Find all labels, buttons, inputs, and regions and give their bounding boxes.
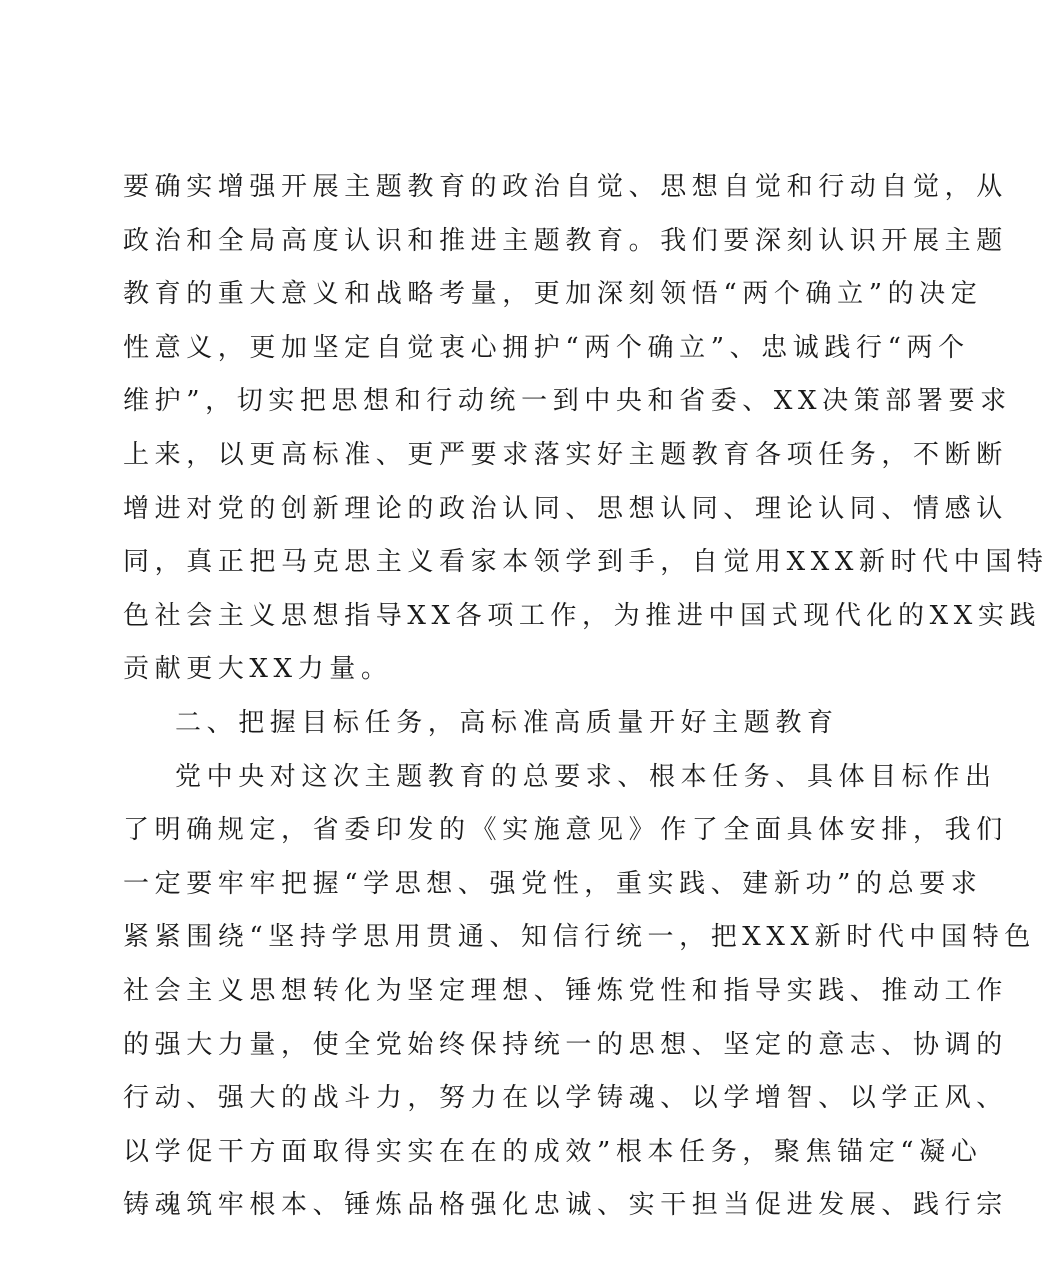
- text-line: 同，真正把马克思主义看家本领学到手，自觉用XXX新时代中国特: [123, 547, 1049, 578]
- document-body: [123, 161, 1049, 1233]
- text-line: 社会主义思想转化为坚定理想、锤炼党性和指导实践、推动工作: [123, 975, 1008, 1006]
- text-line: 要确实增强开展主题教育的政治自觉、思想自觉和行动自觉，从: [123, 172, 1008, 202]
- text-line: 维护”，切实把思想和行动统一到中央和省委、XX决策部署要求: [123, 386, 1012, 417]
- text-line: 教育的重大意义和战略考量，更加深刻领悟“两个确立”的决定: [123, 279, 983, 310]
- text-line: 紧紧围绕“坚持学思用贯通、知信行统一，把XXX新时代中国特色: [123, 922, 1036, 953]
- text-line: 贡献更大XX力量。: [123, 654, 393, 685]
- paragraph-first-line: 党中央对这次主题教育的总要求、根本任务、具体目标作出: [175, 761, 997, 792]
- section-heading: 二、把握目标任务，高标准高质量开好主题教育: [175, 707, 839, 738]
- text-line: 政治和全局高度认识和推进主题教育。我们要深刻认识开展主题: [123, 225, 1008, 256]
- text-line: 的强大力量，使全党始终保持统一的思想、坚定的意志、协调的: [123, 1029, 1008, 1060]
- text-line: 性意义，更加坚定自觉衷心拥护“两个确立”、忠诚践行“两个: [123, 332, 970, 363]
- text-line: 了明确规定，省委印发的《实施意见》作了全面具体安排，我们: [123, 815, 1008, 846]
- text-line: 上来，以更高标准、更严要求落实好主题教育各项任务，不断断: [123, 439, 1008, 470]
- text-line: 行动、强大的战斗力，努力在以学铸魂、以学增智、以学正风、: [123, 1083, 1008, 1114]
- text-line: 一定要牢牢把握“学思想、强党性，重实践、建新功”的总要求: [123, 868, 983, 899]
- text-line: 铸魂筑牢根本、锤炼品格强化忠诚、实干担当促进发展、践行宗: [123, 1190, 1008, 1221]
- text-line: 以学促干方面取得实实在在的成效”根本任务，聚焦锚定“凝心: [123, 1136, 983, 1167]
- text-line: 色社会主义思想指导XX各项工作，为推进中国式现代化的XX实践: [123, 600, 1042, 631]
- text-line: 增进对党的创新理论的政治认同、思想认同、理论认同、情感认: [123, 493, 1008, 524]
